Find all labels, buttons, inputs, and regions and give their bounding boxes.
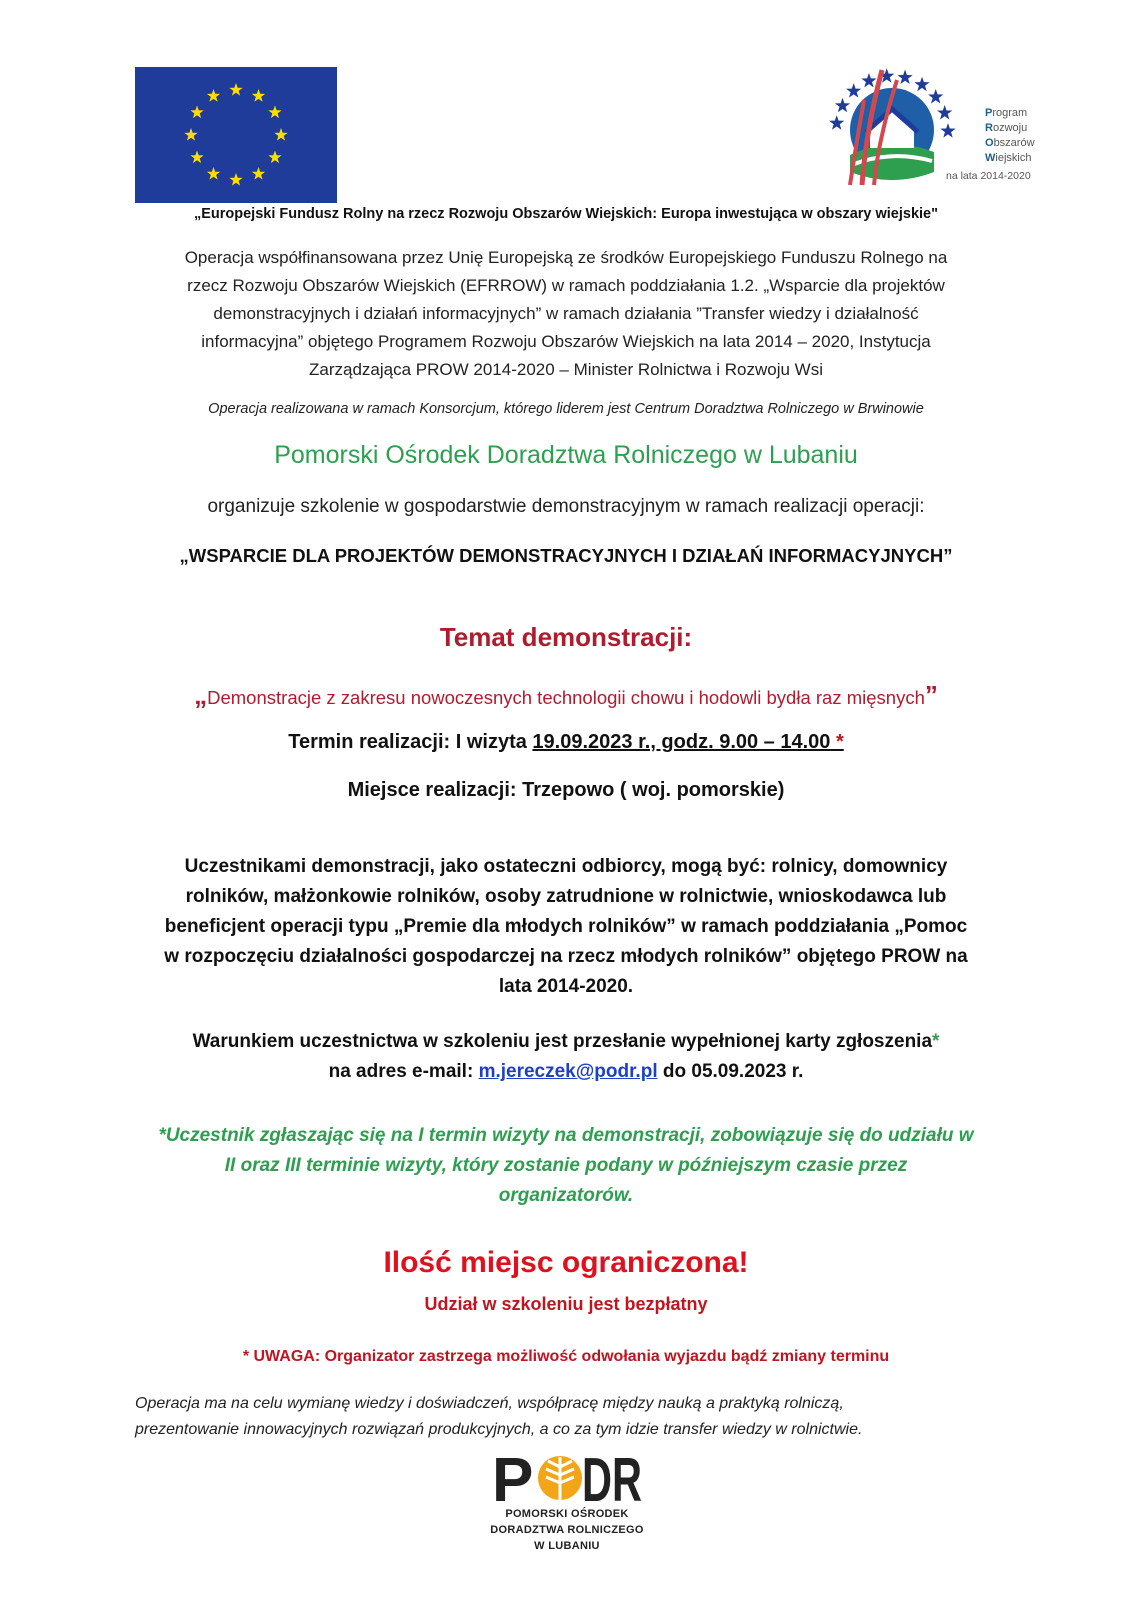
close-quote: ” xyxy=(924,680,938,710)
open-quote: „ xyxy=(194,680,208,710)
operation-line: rzecz Rozwoju Obszarów Wiejskich (EFRROW) w ramach poddziałania 1.2. „Wsparcie dla projektów xyxy=(187,276,945,295)
closing-line: prezentowanie innowacyjnych rozwiązań produkcyjnych, a co za tym idzie transfer wiedzy w rolnictwie. xyxy=(135,1421,863,1438)
operation-line: demonstracyjnych i działań informacyjnych” w ramach działania ”Transfer wiedzy i działalność xyxy=(213,304,919,323)
note-line: *Uczestnik zgłaszając się na I termin wizyty na demonstracji, zobowiązuje się do udziału w xyxy=(158,1125,974,1146)
participants-line: w rozpoczęciu działalności gospodarczej na rzecz młodych rolników” objętego PROW na xyxy=(164,946,968,967)
prow-star-icon xyxy=(914,77,929,91)
condition-line xyxy=(0,1031,1132,1053)
prow-star-icon xyxy=(861,73,876,87)
term-date: 19.09.2023 r., godz. 9.00 – 14.00 xyxy=(532,731,831,753)
note-line: organizatorów. xyxy=(498,1185,634,1206)
operation-line: Operacja współfinansowana przez Unię Europejską ze środków Europejskiego Funduszu Rolnego na xyxy=(184,248,948,267)
term-prefix: Termin realizacji: I wizyta xyxy=(288,731,533,753)
prow-logo-line: Obszarów xyxy=(985,137,1035,149)
place-line: Miejsce realizacji: Trzepowo ( woj. pomorskie) xyxy=(347,779,785,801)
operation-description xyxy=(130,244,1002,384)
podr-letter-p: P xyxy=(492,1446,534,1515)
prow-star-icon xyxy=(928,89,943,103)
podr-sub-line: W LUBANIU xyxy=(534,1540,600,1552)
prow-star-icon xyxy=(835,98,850,112)
topic-title: Demonstracje z zakresu nowoczesnych technologii chowu i hodowli bydła raz mięsnych xyxy=(207,687,925,708)
participants-text xyxy=(140,852,992,1002)
condition-text: Warunkiem uczestnictwa w szkoleniu jest przesłanie wypełnionej karty zgłoszenia xyxy=(192,1031,933,1052)
prow-star-icon xyxy=(829,115,844,129)
organizes-line: organizuje szkolenie w gospodarstwie demonstracyjnym w ramach realizacji operacji: xyxy=(207,496,925,517)
participants-line: Uczestnikami demonstracji, jako ostateczni odbiorcy, mogą być: rolnicy, domownicy xyxy=(184,856,948,877)
term-line xyxy=(0,731,1132,754)
warning-line: * UWAGA: Organizator zastrzega możliwość odwołania wyjazdu bądź zmiany terminu xyxy=(242,1348,890,1365)
participants-line: beneficjent operacji typu „Premie dla młodych rolników” w ramach poddziałania „Pomoc xyxy=(164,916,968,937)
podr-letters-dr: DR xyxy=(582,1446,642,1515)
email-prefix: na adres e-mail: xyxy=(328,1061,479,1082)
participant-note xyxy=(120,1121,1012,1211)
organizer-name: Pomorski Ośrodek Doradztwa Rolniczego w Lubaniu xyxy=(274,441,858,469)
topic-text xyxy=(0,680,1132,711)
podr-sub-line: DORADZTWA ROLNICZEGO xyxy=(490,1524,644,1536)
prow-star-icon xyxy=(897,70,912,84)
term-star: * xyxy=(830,731,844,753)
podr-sub-line: POMORSKI OŚRODEK xyxy=(505,1508,629,1520)
topic-heading: Temat demonstracji: xyxy=(439,622,693,652)
email-deadline: do 05.09.2023 r. xyxy=(657,1061,804,1082)
podr-logo-subtitle xyxy=(442,1506,692,1554)
prow-star-icon xyxy=(940,123,955,137)
email-line xyxy=(0,1061,1132,1083)
condition-star: * xyxy=(932,1031,940,1052)
note-line: II oraz III terminie wizyty, który zostanie podany w późniejszym czasie przez xyxy=(224,1155,908,1176)
consortium-line: Operacja realizowana w ramach Konsorcjum, którego liderem jest Centrum Doradztwa Rolniczego w Brwinowie xyxy=(208,401,924,417)
closing-text xyxy=(135,1391,1015,1443)
prow-logo-line: Program xyxy=(985,107,1028,119)
prow-star-icon xyxy=(846,83,861,97)
operation-line: Zarządzająca PROW 2014-2020 – Minister Rolnictwa i Rozwoju Wsi xyxy=(309,360,823,379)
free-participation-line: Udział w szkoleniu jest bezpłatny xyxy=(424,1294,708,1314)
prow-logo-years: na lata 2014-2020 xyxy=(946,170,1031,182)
limited-places-heading: Ilość miejsc ograniczona! xyxy=(383,1246,749,1279)
eu-flag-icon xyxy=(135,67,337,203)
prow-logo-line: Wiejskich xyxy=(985,152,1032,164)
prow-logo-line: Rozwoju xyxy=(985,122,1028,134)
prow-logo-text xyxy=(985,106,1035,166)
operation-title: „WSPARCIE DLA PROJEKTÓW DEMONSTRACYJNYCH I DZIAŁAŃ INFORMACYJNYCH” xyxy=(179,545,953,566)
prow-star-icon xyxy=(937,105,952,119)
participants-line: rolników, małżonkowie rolników, osoby zatrudnione w rolnictwie, wnioskodawca lub xyxy=(185,886,947,907)
operation-line: informacyjna” objętego Programem Rozwoju Obszarów Wiejskich na lata 2014 – 2020, Instytucja xyxy=(201,332,931,351)
participants-line: lata 2014-2020. xyxy=(498,976,634,997)
fund-line: „Europejski Fundusz Rolny na rzecz Rozwoju Obszarów Wiejskich: Europa inwestująca w obszary wiejskie" xyxy=(193,206,938,222)
email-link[interactable]: m.jereczek@podr.pl xyxy=(478,1061,658,1082)
closing-line: Operacja ma na celu wymianę wiedzy i doświadczeń, współpracę między nauką a praktyką rolniczą, xyxy=(135,1395,844,1412)
